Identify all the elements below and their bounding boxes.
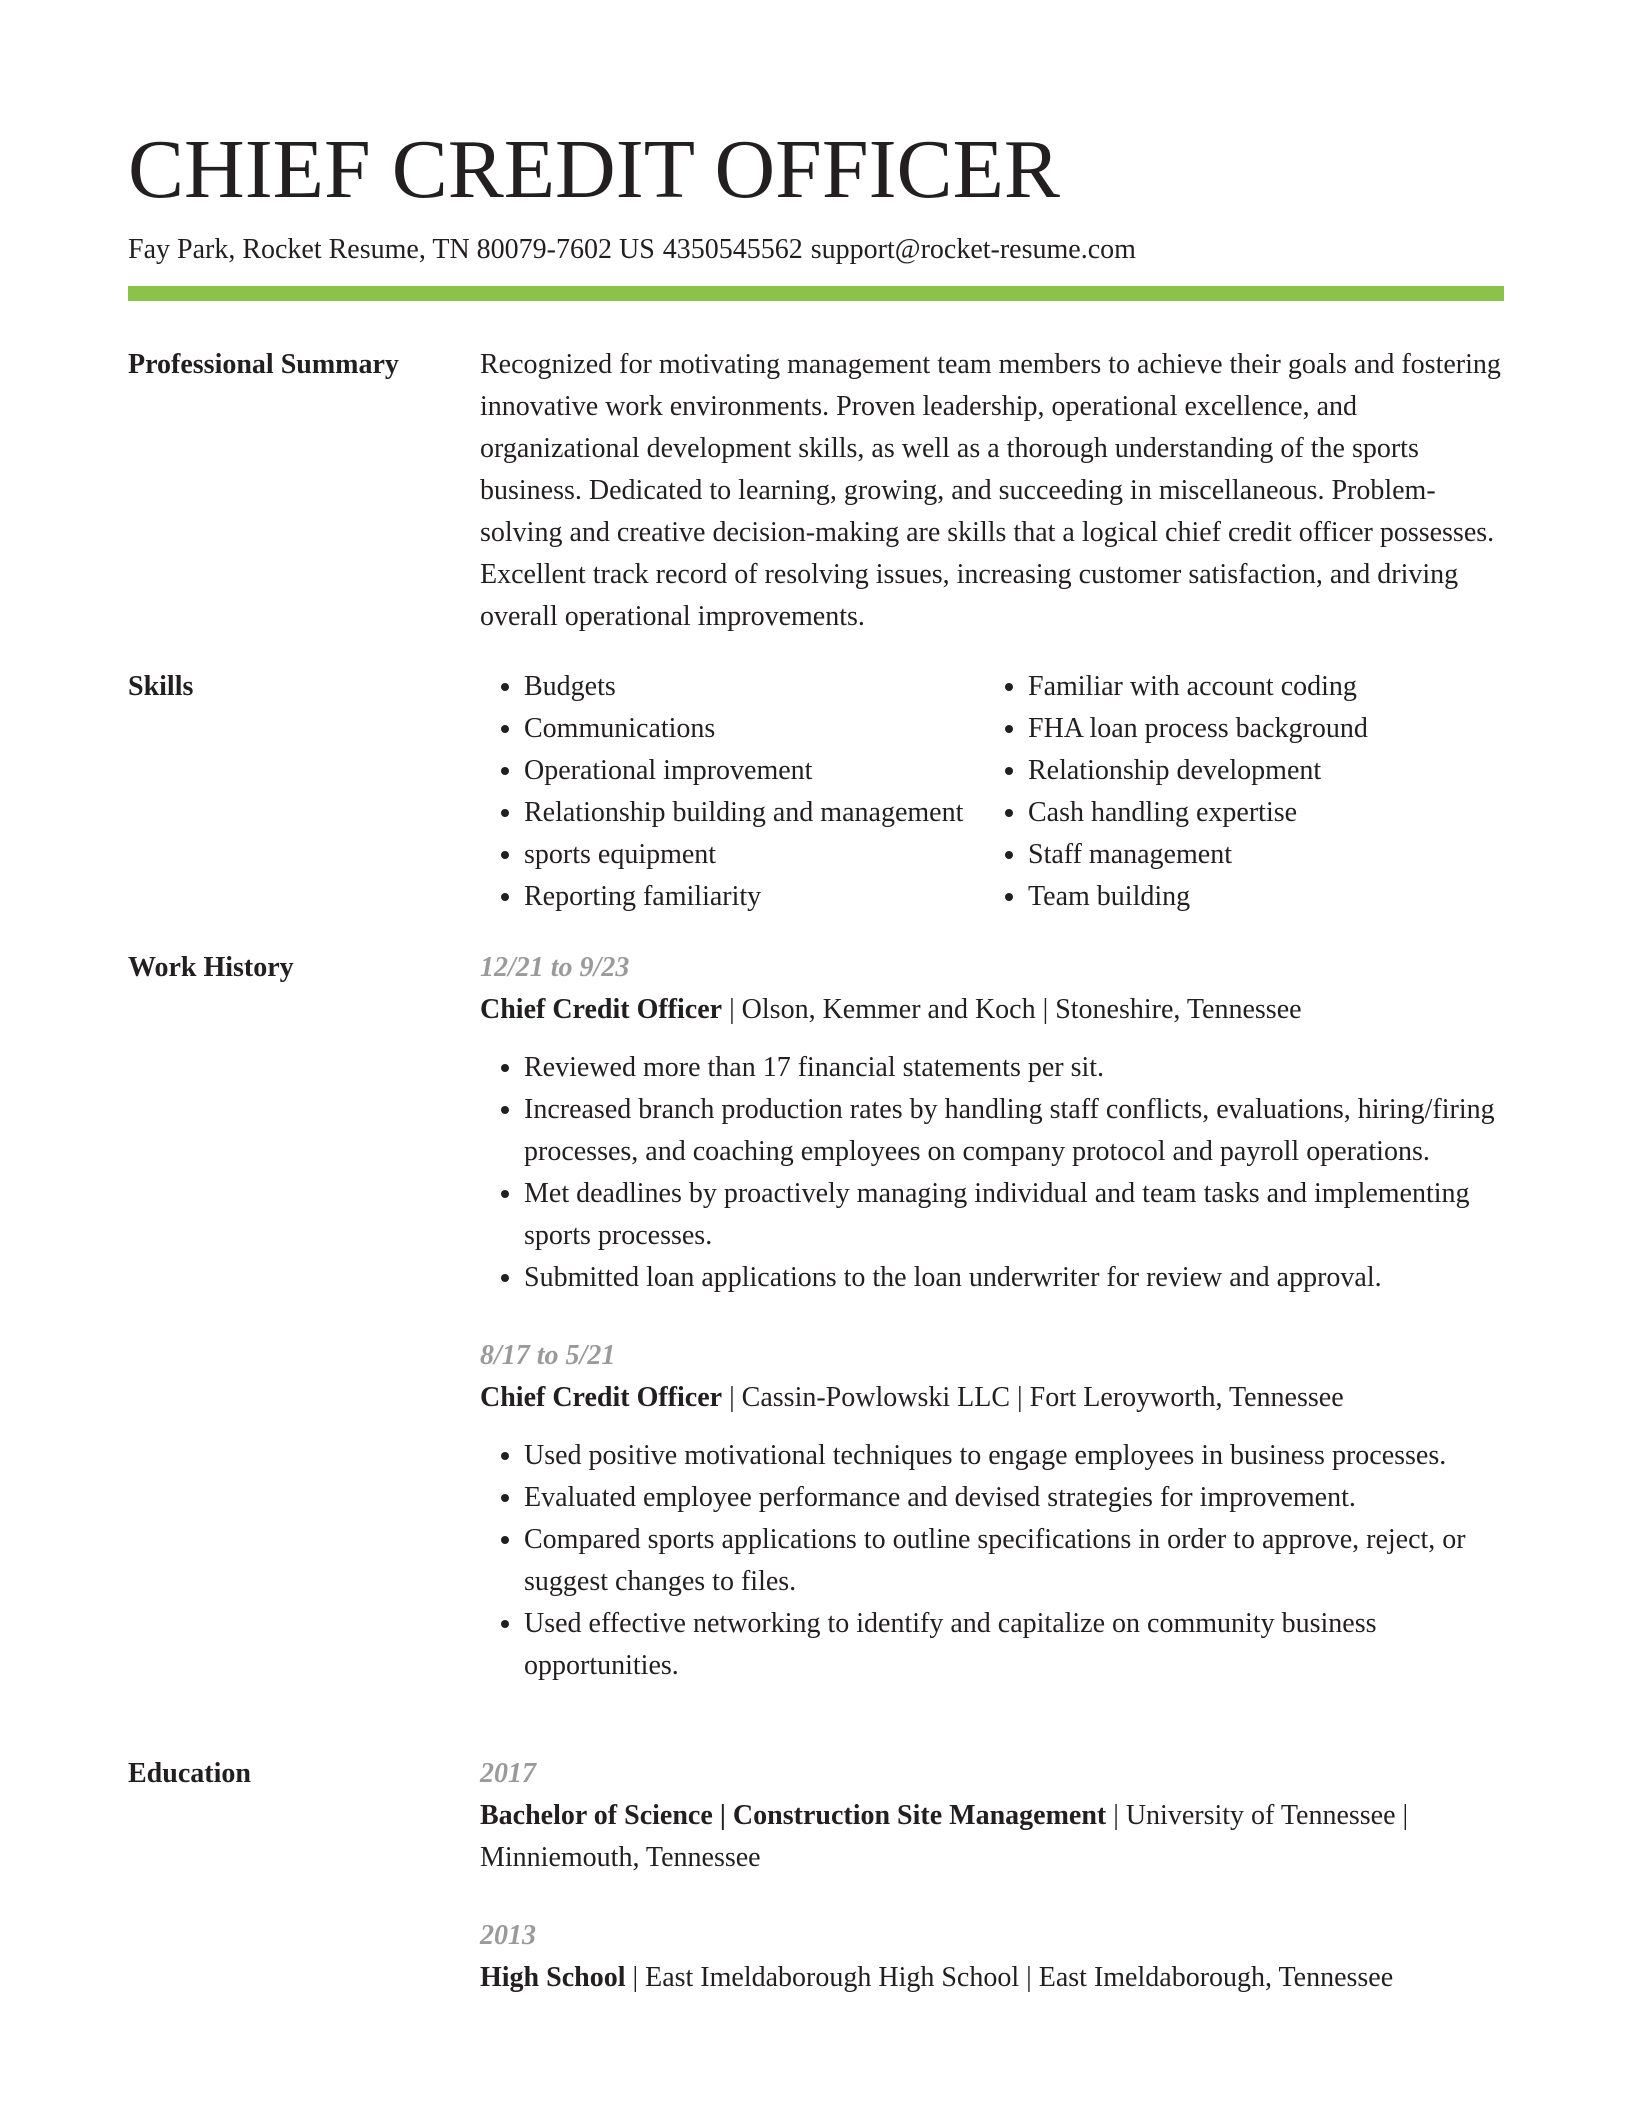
job-entry xyxy=(480,1335,1504,1687)
job-bullets xyxy=(480,1047,1504,1299)
job-bullet: • Used effective networking to identify and capitalize on community business opportunities. xyxy=(524,1603,1504,1687)
skill-item: • FHA loan process background xyxy=(1028,708,1488,750)
job-role: Chief Credit Officer xyxy=(480,1382,723,1413)
job-bullet: • Used positive motivational techniques to engage employees in business processes. xyxy=(524,1435,1504,1477)
skill-item: • Reporting familiarity xyxy=(524,876,984,918)
job-bullets xyxy=(480,1435,1504,1687)
job-bullet: • Evaluated employee performance and devised strategies for improvement. xyxy=(524,1477,1504,1519)
skill-item: • sports equipment xyxy=(524,834,984,876)
resume-name: CHIEF CREDIT OFFICER xyxy=(128,123,1060,216)
contact-phone: 4350545562 xyxy=(662,234,803,265)
contact-email: support@rocket-resume.com xyxy=(810,234,1136,265)
education-line xyxy=(480,1957,1504,1999)
skills-list-left xyxy=(480,666,984,918)
job-dates: 8/17 to 5/21 xyxy=(480,1340,616,1371)
job-bullet: • Reviewed more than 17 financial statements per sit. xyxy=(524,1047,1504,1089)
job-bullet: • Compared sports applications to outline specifications in order to approve, reject, or suggest changes to files. xyxy=(524,1519,1504,1603)
job-bullet: • Met deadlines by proactively managing individual and team tasks and implementing sports processes. xyxy=(524,1173,1504,1257)
skills-body xyxy=(480,666,1504,918)
summary-text: Recognized for motivating management team members to achieve their goals and fostering innovative work environments. Proven leadership, operational excellence, and organizational development skills, as well as a thorough understanding of the sports business. Dedicated to learning, growing, and succeeding in miscellaneous. Problem-solving and creative decision-making are skills that a logical chief credit officer possesses. Excellent track record of resolving issues, increasing customer satisfaction, and driving overall operational improvements. xyxy=(480,349,1501,632)
skill-item: • Budgets xyxy=(524,666,984,708)
education-year: 2017 xyxy=(480,1758,536,1789)
header-divider xyxy=(128,286,1504,301)
education-degree: High School xyxy=(480,1962,626,1993)
section-title-summary: Professional Summary xyxy=(128,349,399,380)
skill-item: • Communications xyxy=(524,708,984,750)
education-body xyxy=(480,1753,1504,1999)
section-title-work: Work History xyxy=(128,952,294,983)
job-dates: 12/21 to 9/23 xyxy=(480,952,630,983)
education-entry xyxy=(480,1915,1504,1999)
contact-address: Fay Park, Rocket Resume, TN 80079-7602 US xyxy=(128,234,655,265)
job-bullet: • Increased branch production rates by handling staff conflicts, evaluations, hiring/firing processes, and coaching employees on company protocol and payroll operations. xyxy=(524,1089,1504,1173)
skills-columns xyxy=(480,666,1504,918)
job-title-line xyxy=(480,989,1504,1031)
job-title-line xyxy=(480,1377,1504,1419)
job-bullet: • Submitted loan applications to the loan underwriter for review and approval. xyxy=(524,1257,1504,1299)
skill-item: • Relationship building and management xyxy=(524,792,984,834)
job-employer: | Olson, Kemmer and Koch | Stoneshire, Tennessee xyxy=(722,994,1302,1025)
education-entry xyxy=(480,1753,1504,1879)
education-degree: Bachelor of Science | Construction Site Management xyxy=(480,1800,1107,1831)
education-school: | University of Tennessee | Minniemouth, Tennessee xyxy=(480,1800,1409,1873)
skill-item: • Familiar with account coding xyxy=(1028,666,1488,708)
section-title-education: Education xyxy=(128,1758,251,1789)
education-school: | East Imeldaborough High School | East Imeldaborough, Tennessee xyxy=(625,1962,1394,1993)
job-employer: | Cassin-Powlowski LLC | Fort Leroyworth, Tennessee xyxy=(722,1382,1344,1413)
education-year: 2013 xyxy=(480,1920,536,1951)
skill-item: • Team building xyxy=(1028,876,1488,918)
job-role: Chief Credit Officer xyxy=(480,994,723,1025)
skill-item: • Staff management xyxy=(1028,834,1488,876)
skill-item: • Operational improvement xyxy=(524,750,984,792)
contact-line xyxy=(128,230,1144,270)
job-entry xyxy=(480,947,1504,1299)
work-body xyxy=(480,947,1504,1687)
skills-list-right xyxy=(984,666,1488,918)
section-title-skills: Skills xyxy=(128,671,194,702)
education-line xyxy=(480,1795,1504,1879)
skill-item: • Cash handling expertise xyxy=(1028,792,1488,834)
skill-item: • Relationship development xyxy=(1028,750,1488,792)
summary-body xyxy=(480,344,1504,638)
